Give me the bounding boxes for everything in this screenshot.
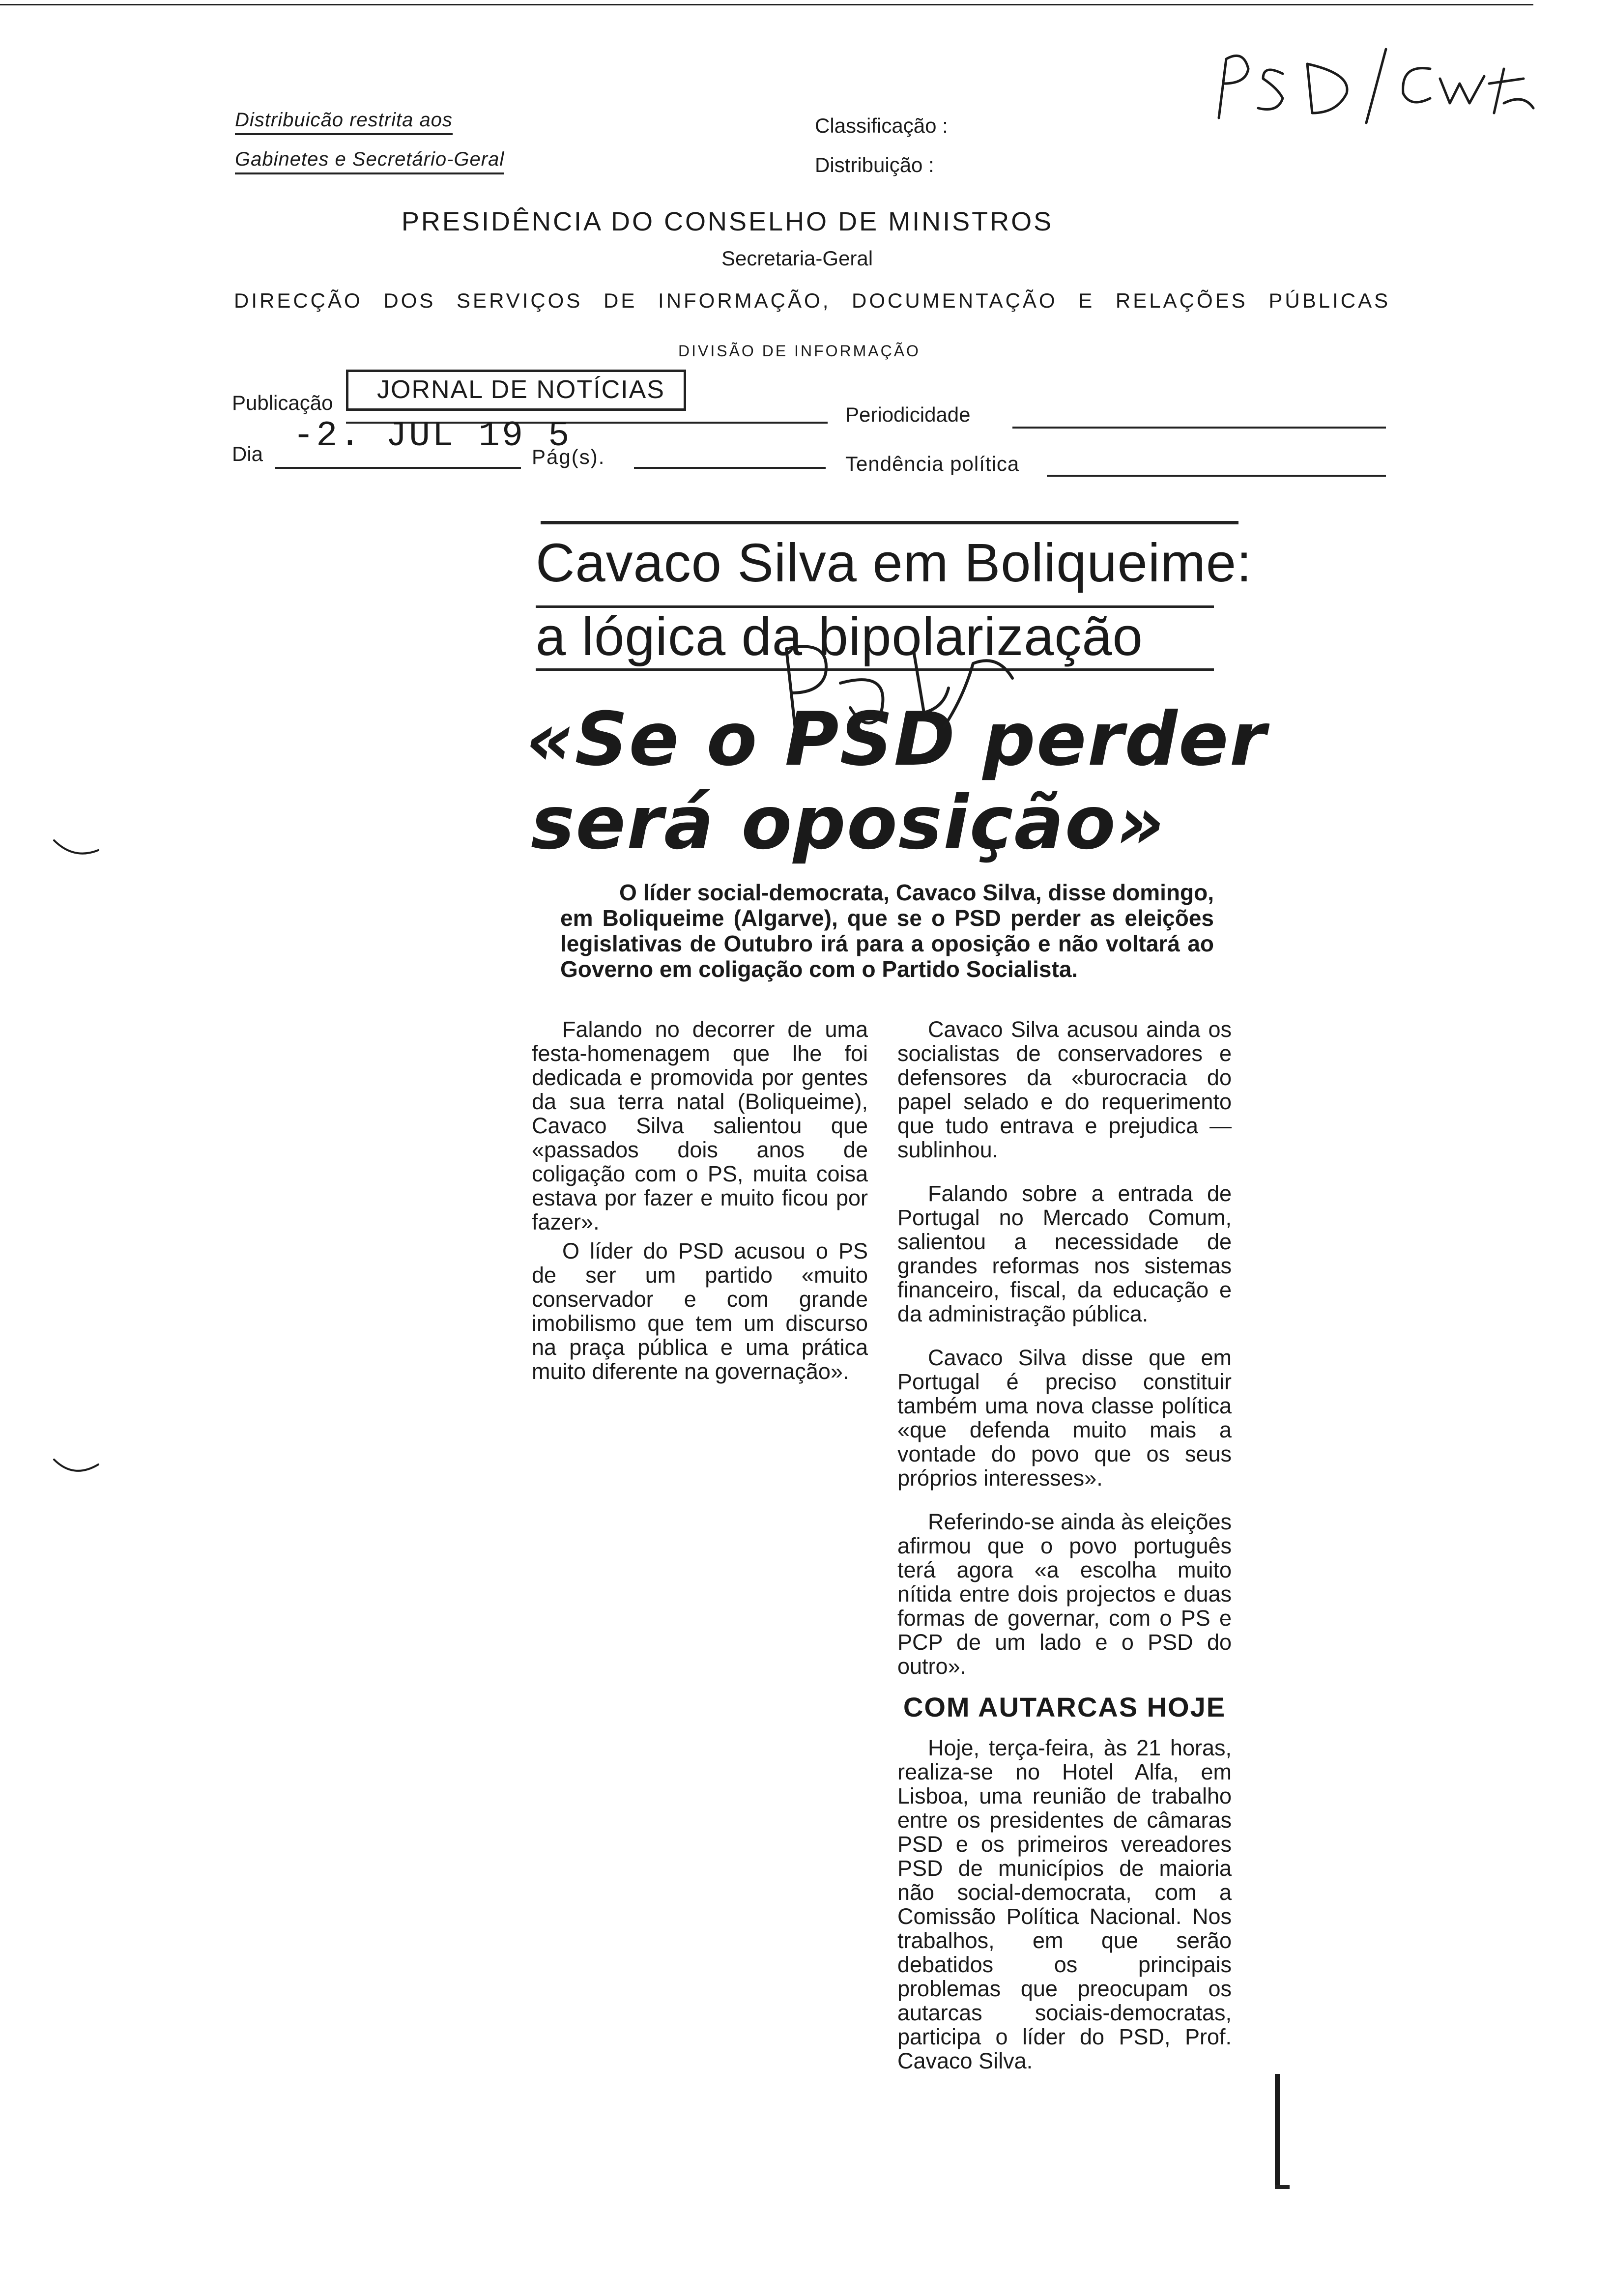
direction-line: DIRECÇÃO DOS SERVIÇOS DE INFORMAÇÃO, DOCUMENTAÇÃO E RELAÇÕES PÚBLICAS [234,289,1391,312]
clipping-edge-mark [1275,2074,1280,2187]
scan-top-border [0,4,1533,5]
periodicidade-label: Periodicidade [845,403,971,426]
tendencia-field [1047,475,1386,477]
handwritten-scribble-mark [767,609,1042,757]
article-lead: O líder social-democrata, Cavaco Silva, disse domingo, em Boliqueime (Algarve), que se o PSD perder as eleições legislativas de Outubro irá para a oposição e não voltará ao Governo em coligação com o Partido Socialista. [560,880,1214,982]
distribution-restricted-line2: Gabinetes e Secretário-Geral [235,148,504,174]
article-left-column [532,1017,868,1388]
pags-field [634,467,826,469]
periodicidade-field [1012,427,1386,429]
classificacao-label: Classificação : [815,114,948,137]
article-right-column [897,1017,1232,2078]
margin-mark-top [49,835,108,865]
distribution-restricted-line1: Distribuicão restrita aos [235,109,453,135]
section-heading: COM AUTARCAS HOJE [903,1692,1226,1722]
article-subtitle-line1: Cavaco Silva em Boliqueime: [536,533,1252,593]
article-top-rule [541,521,1238,524]
dia-field [275,467,521,469]
publicacao-value: JORNAL DE NOTÍCIAS [346,370,686,411]
headline-line2: será oposição» [531,780,1166,866]
section-paragraph: Hoje, terça-feira, às 21 horas, realiza-se no Hotel Alfa, em Lisboa, uma reunião de trabalho entre os presidentes de câmaras PSD e os primeiros vereadores PSD de municípios de maioria não social-democrata, com a Comissão Política Nacional. Nos trabalhos, em que serão debatidos os principais problemas que preocupam os autarcas sociais-democratas, participa o líder do PSD, Prof. Cavaco Silva. [897,1735,1232,2073]
dia-label: Dia [232,442,263,465]
dia-value-stamp: -2. JUL 19 5 [293,416,572,456]
left-col-paragraph: O líder do PSD acusou o PS de ser um partido «muito conservador e com grande imobilismo que tem um discurso na praça pública e uma prática muito diferente na governação». [532,1238,868,1384]
pags-label: Pág(s). [532,445,605,468]
right-col-paragraph: Cavaco Silva disse que em Portugal é preciso constituir também uma nova classe política «que defenda muito mais a vontade do povo que os seus próprios interesses». [897,1345,1232,1491]
publicacao-label: Publicação [232,391,333,414]
margin-mark-bottom [49,1455,108,1484]
right-col-paragraph: Falando sobre a entrada de Portugal no Mercado Comum, salientou a necessidade de grandes reformas nos sistemas financeiro, fiscal, da educação e da administração pública. [897,1181,1232,1326]
left-col-paragraph: Falando no decorrer de uma festa-homenagem que lhe foi dedicada e promovida por gentes da sua terra natal (Boliqueime), Cavaco Silva salientou que «passados dois anos de coligação com o PS, muita coisa estava por fazer e muito ficou por fazer». [532,1017,868,1234]
org-subtitle: Secretaria-Geral [721,247,873,270]
org-title-text: PRESIDÊNCIA DO CONSELHO DE MINISTROS [401,207,1054,236]
handwritten-reference-mark [1209,29,1553,128]
article-subtitle-line2: a lógica da bipolarização [536,606,1143,667]
division-line: DIVISÃO DE INFORMAÇÃO [678,342,921,360]
tendencia-label: Tendência política [845,452,1020,475]
right-col-paragraph: Referindo-se ainda às eleições afirmou que o povo português terá agora «a escolha muito nítida entre dois projectos e duas formas de governar, com o PS e PCP de um lado e o PSD do outro». [897,1509,1232,1679]
right-col-paragraph: Cavaco Silva acusou ainda os socialistas de conservadores e defensores da «burocracia do papel selado e do requerimento que tudo entrava e prejudica — sublinhou. [897,1017,1232,1162]
org-title [0,206,1612,237]
clipping-edge-foot [1275,2185,1290,2189]
distribuicao-label: Distribuição : [815,153,934,176]
headline-line1: «Se o PSD perder [526,697,1267,782]
